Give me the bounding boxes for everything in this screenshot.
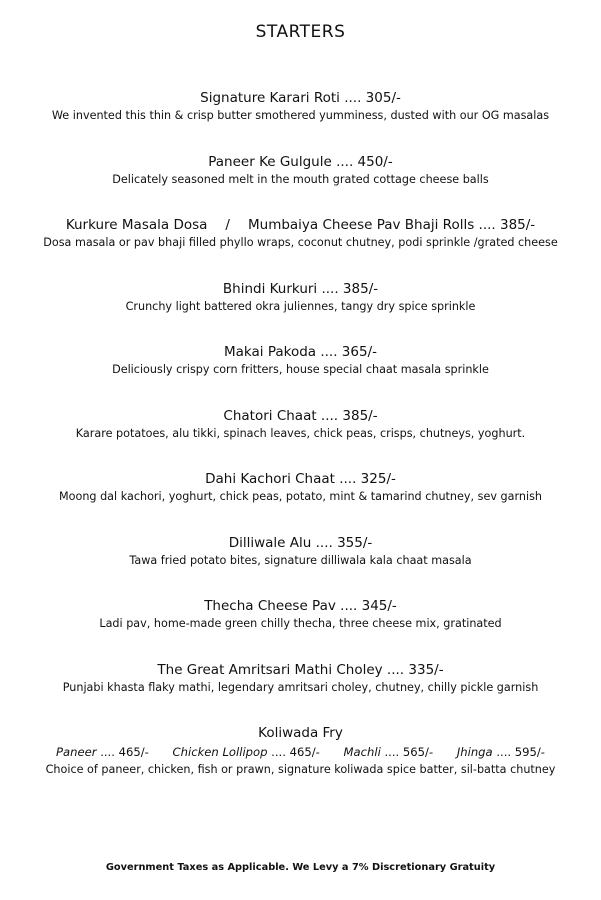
item-name: Thecha Cheese Pav .... 345/- <box>204 598 397 614</box>
variant-price: .... 465/- <box>100 745 149 759</box>
item-name: Makai Pakoda .... 365/- <box>224 344 377 360</box>
menu-item-thecha-cheese-pav <box>0 597 601 661</box>
item-name: Koliwada Fry <box>258 725 343 741</box>
menu-list <box>0 89 601 788</box>
variant-list <box>0 744 601 761</box>
item-description: Crunchy light battered okra juliennes, tangy dry spice sprinkle <box>125 299 476 313</box>
item-description: Deliciously crispy corn fritters, house special chaat masala sprinkle <box>112 363 489 376</box>
item-description: Tawa fried potato bites, signature dilliwala kala chaat masala <box>129 553 472 567</box>
variant-machli <box>344 744 434 761</box>
menu-item-koliwada-fry <box>0 724 601 788</box>
item-description: Punjabi khasta flaky mathi, legendary amritsari choley, chutney, chilly pickle garnish <box>62 680 539 694</box>
item-name: Chatori Chaat .... 385/- <box>223 407 378 424</box>
item-description: Karare potatoes, alu tikki, spinach leaves, chick peas, crisps, chutneys, yoghurt. <box>75 426 526 440</box>
variant-name: Paneer <box>56 745 97 759</box>
variant-name: Chicken Lollipop <box>172 745 268 759</box>
variant-price: .... 595/- <box>496 745 545 759</box>
variant-jhinga <box>457 744 545 761</box>
menu-item-dahi-kachori-chaat <box>0 470 601 534</box>
item-description: We invented this thin & crisp butter smothered yumminess, dusted with our OG masalas <box>51 109 550 122</box>
menu-item-amritsari-mathi-choley <box>0 661 601 725</box>
variant-price: .... 565/- <box>384 745 434 759</box>
item-name: Paneer Ke Gulgule .... 450/- <box>208 153 393 170</box>
footer-note: Government Taxes as Applicable. We Levy a 7% Discretionary Gratuity <box>105 862 496 873</box>
menu-item-bhindi-kurkuri <box>0 280 601 344</box>
menu-item-chatori-chaat <box>0 407 601 471</box>
menu-item-paneer-ke-gulgule <box>0 153 601 217</box>
item-name <box>0 216 601 234</box>
menu-item-dilliwale-alu <box>0 534 601 598</box>
item-name: Dilliwale Alu .... 355/- <box>228 534 373 551</box>
variant-chicken-lollipop <box>173 744 320 761</box>
item-description: Choice of paneer, chicken, fish or prawn, signature koliwada spice batter, sil-batta chutney <box>45 763 556 776</box>
item-name: Signature Karari Roti .... 305/- <box>200 90 401 106</box>
variant-paneer <box>56 744 149 761</box>
item-description: Delicately seasoned melt in the mouth grated cottage cheese balls <box>112 172 489 186</box>
item-name: Dahi Kachori Chaat .... 325/- <box>205 471 396 487</box>
page-title: STARTERS <box>255 22 346 42</box>
item-description: Dosa masala or pav bhaji filled phyllo wraps, coconut chutney, podi sprinkle /grated cheese <box>43 236 558 249</box>
item-name-divider: / <box>225 217 230 233</box>
variant-price: .... 465/- <box>271 745 320 759</box>
variant-name: Machli <box>343 745 381 759</box>
item-name-option-a: Kurkure Masala Dosa <box>65 217 208 233</box>
variant-name: Jhinga <box>456 745 493 759</box>
menu-item-makai-pakoda <box>0 343 601 407</box>
item-name: Bhindi Kurkuri .... 385/- <box>222 280 379 297</box>
menu-item-signature-karari-roti <box>0 89 601 153</box>
item-name: The Great Amritsari Mathi Choley .... 335/- <box>157 661 444 678</box>
item-description: Moong dal kachori, yoghurt, chick peas, potato, mint & tamarind chutney, sev garnish <box>58 490 542 503</box>
menu-item-kurkure-dosa-pav-bhaji-rolls <box>0 216 601 280</box>
item-name-option-b: Mumbaiya Cheese Pav Bhaji Rolls .... 385/- <box>247 217 536 233</box>
item-description: Ladi pav, home-made green chilly thecha, three cheese mix, gratinated <box>99 617 502 630</box>
